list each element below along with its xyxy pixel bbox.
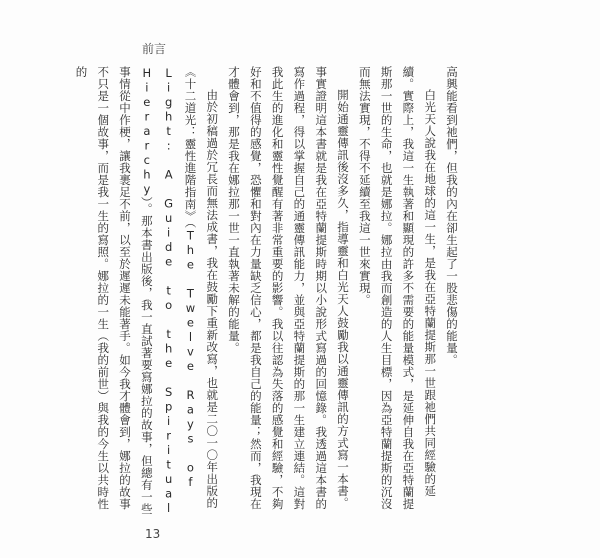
- paragraph: 高興能看到祂們，但我的內在卻生起了一股悲傷的能量。: [445, 66, 459, 366]
- page-number: 13: [145, 527, 161, 541]
- body-text: [70, 66, 462, 516]
- paragraph: 由於初稿過於冗長而無法成書，我在鼓勵下重新改寫，也就是二〇一〇年出版的《十二道光：靈性進階指南》（The Twelve Rays of Light: A Guide to the Spiritual Hierarchy）。那本書出版後，我一直試著要寫娜拉的故事，但總有一些事情從中作梗，讓我裹足不前，以至於遲遲未能著手。如今我才體會到，娜拉的故事不只是一個故事，而是我一生的寫照。娜拉的一生（我的前世）與我的今生以共時性的: [74, 66, 220, 516]
- paragraph: 白光天人說我在地球的這一生，是我在亞特蘭提斯那一世跟祂們共同經驗的延續。實際上，我這一生執著和顯現的許多不需要的能量模式，是延伸自我在亞特蘭提斯那一世的生命，也就是娜拉。娜拉由我而創造的人生目標，因為亞特蘭提斯的沉沒而無法實現，不得不延續至我這一世來實現。: [357, 66, 438, 510]
- paragraph: 開始通靈傳訊後沒多久，指導靈和白光天人鼓勵我以通靈傳訊的方式寫一本書。事實證明這本書就是我在亞特蘭提斯時期以小說形式寫過的回憶錄。我透過這本書的寫作過程，得以掌握自己的通靈傳訊能力，並與亞特蘭提斯的那一生建立連結。這對我此生的進化和靈性覺醒有著非常重要的影響。我以往認為失落的感覺和經驗，不夠好和不值得的感覺，恐懼和對內在力量缺乏信心，都是我自己的能量；然而，我現在才體會到，那是我在娜拉那一世一直執著未解的能量。: [227, 66, 351, 510]
- running-header: 前言: [142, 42, 167, 56]
